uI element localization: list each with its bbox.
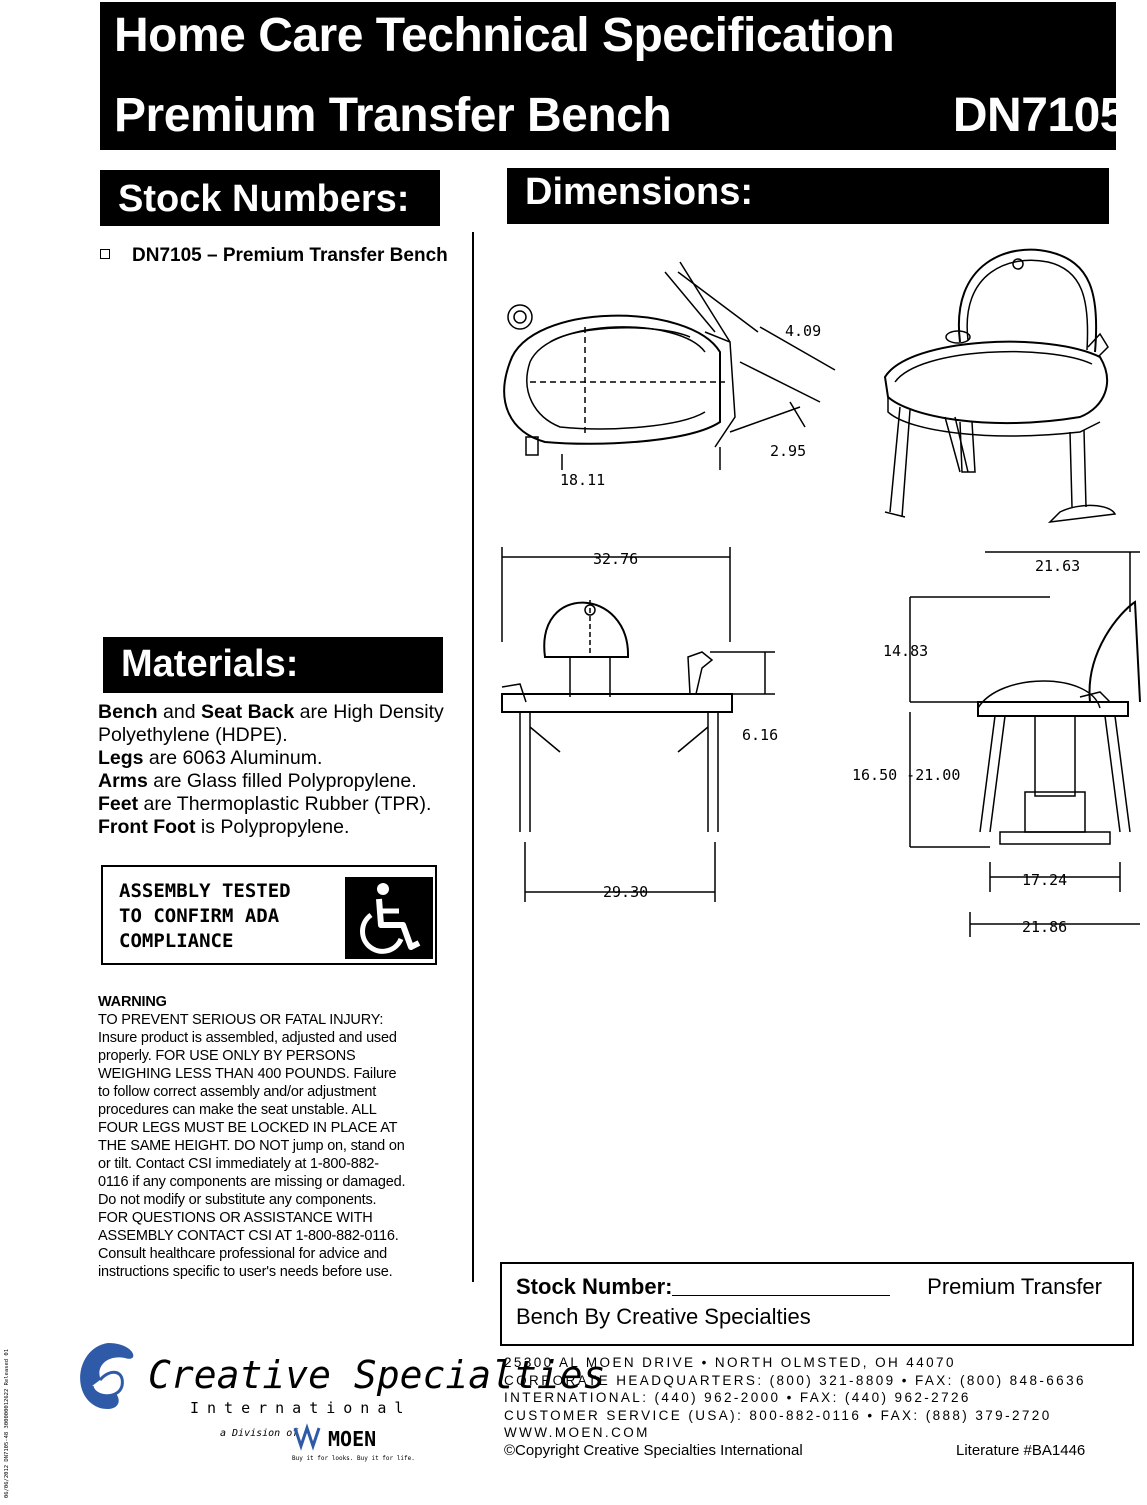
- material-line: Feet are Thermoplastic Rubber (TPR).: [98, 793, 432, 815]
- stock-number-label: Stock Number:: [516, 1274, 673, 1299]
- stock-item: [100, 245, 448, 267]
- dim-seat-height: 16.50 -21.00: [852, 766, 961, 784]
- side-release-note: [0, 1348, 22, 1500]
- material-line: Bench and Seat Back are High Density Polyethylene (HDPE).: [98, 701, 444, 746]
- perspective-drawing: [885, 250, 1115, 522]
- stock-number-box: [500, 1262, 1134, 1346]
- svg-text:06/06/2012 DN7105-48 300000012: 06/06/2012 DN7105-48 300000012622 Released 01: [4, 1348, 10, 1498]
- dim-arm-depth: 2.95: [770, 442, 807, 460]
- svg-text:MOEN: MOEN: [328, 1427, 377, 1451]
- product-code: DN7105: [952, 89, 1126, 142]
- literature-number: Literature #BA1446: [956, 1442, 1086, 1459]
- dim-seat-depth: 18.11: [560, 471, 606, 489]
- dim-base-depth: 21.86: [1022, 918, 1068, 936]
- stock-item-label: DN7105 – Premium Transfer Bench: [132, 245, 448, 266]
- dim-foot-span: 17.24: [1022, 871, 1068, 889]
- ada-text: ASSEMBLY TESTED TO CONFIRM ADA COMPLIANCE: [119, 880, 291, 952]
- copyright: ©Copyright Creative Specialties International: [504, 1442, 803, 1459]
- dimensions-heading: Dimensions:: [507, 168, 1109, 224]
- dim-back-height: 14.83: [883, 642, 929, 660]
- material-line: Front Foot is Polypropylene.: [98, 816, 350, 838]
- stock-number-product-line2: Bench By Creative Specialties: [516, 1304, 811, 1329]
- dim-leg-span: 29.30: [603, 883, 649, 901]
- svg-text:a Division of: a Division of: [220, 1428, 299, 1439]
- warning-title: WARNING: [98, 994, 167, 1010]
- warning-text: WARNING TO PREVENT SERIOUS OR FATAL INJURY: Insure product is assembled, adjusted and used properly. FOR USE ONLY BY PERSONS WEIGHING LESS THAN 400 POUNDS. Failure to follow correct assembly and/or adjustment procedures can make the seat unstable. ALL FOUR LEGS MUST BE LOCKED IN PLACE AT THE SAME HEIGHT. DO NOT jump on, stand on or tilt. Contact CSI immediately at 1-800-882- 0116 if any components are missing or damaged. Do not modify or substitute any components. FOR QUESTIONS OR ASSISTANCE WITH ASSEMBLY CONTACT CSI AT 1-800-882-0116. Consult healthcare professional for advice and instructions specific to user's needs before use.: [98, 993, 458, 1281]
- checkbox-icon: [100, 249, 110, 259]
- dim-arm-width: 4.09: [785, 322, 822, 340]
- svg-text:Buy it for looks. Buy it for l: Buy it for looks. Buy it for life.: [292, 1455, 415, 1462]
- materials-heading: Materials:: [103, 637, 443, 693]
- dimension-drawings: [490, 232, 1145, 952]
- stock-numbers-heading: Stock Numbers:: [100, 170, 440, 226]
- material-line: Legs are 6063 Aluminum.: [98, 747, 323, 769]
- ada-compliance-box: [101, 865, 437, 965]
- stock-number-blank: [672, 1275, 890, 1296]
- material-line: Arms are Glass filled Polypropylene.: [98, 770, 417, 792]
- product-title: Premium Transfer Bench: [114, 89, 672, 142]
- address-block: 25300 AL MOEN DRIVE • NORTH OLMSTED, OH 44070 CORPORATE HEADQUARTERS: (800) 321-8809 • FAX: (800) 848-6636 INTERNATIONAL: (440) 962-2000 • FAX: (440) 962-2726 CUSTOMER SERVICE (USA): 800-882-0116 • FAX: (888) 379-2720 WWW.MOEN.COM: [504, 1355, 1086, 1440]
- company-logo: [70, 1338, 606, 1468]
- dim-overall-width: 32.76: [593, 550, 639, 568]
- doc-title: Home Care Technical Specification: [114, 9, 895, 62]
- svg-text:International: International: [190, 1399, 412, 1417]
- header-banner: [100, 2, 1126, 150]
- front-view-drawing: [502, 547, 775, 902]
- svg-text:Creative Specialties: Creative Specialties: [148, 1353, 606, 1397]
- column-divider: [472, 232, 474, 1282]
- wheelchair-icon: [345, 877, 433, 959]
- stock-number-product: Premium Transfer: [927, 1274, 1102, 1299]
- dim-side-depth: 21.63: [1035, 557, 1081, 575]
- top-view-drawing: [504, 262, 835, 470]
- creative-specialties-logo-icon: [70, 1338, 606, 1468]
- dim-arm-height: 6.16: [742, 726, 779, 744]
- materials-list: [98, 701, 468, 839]
